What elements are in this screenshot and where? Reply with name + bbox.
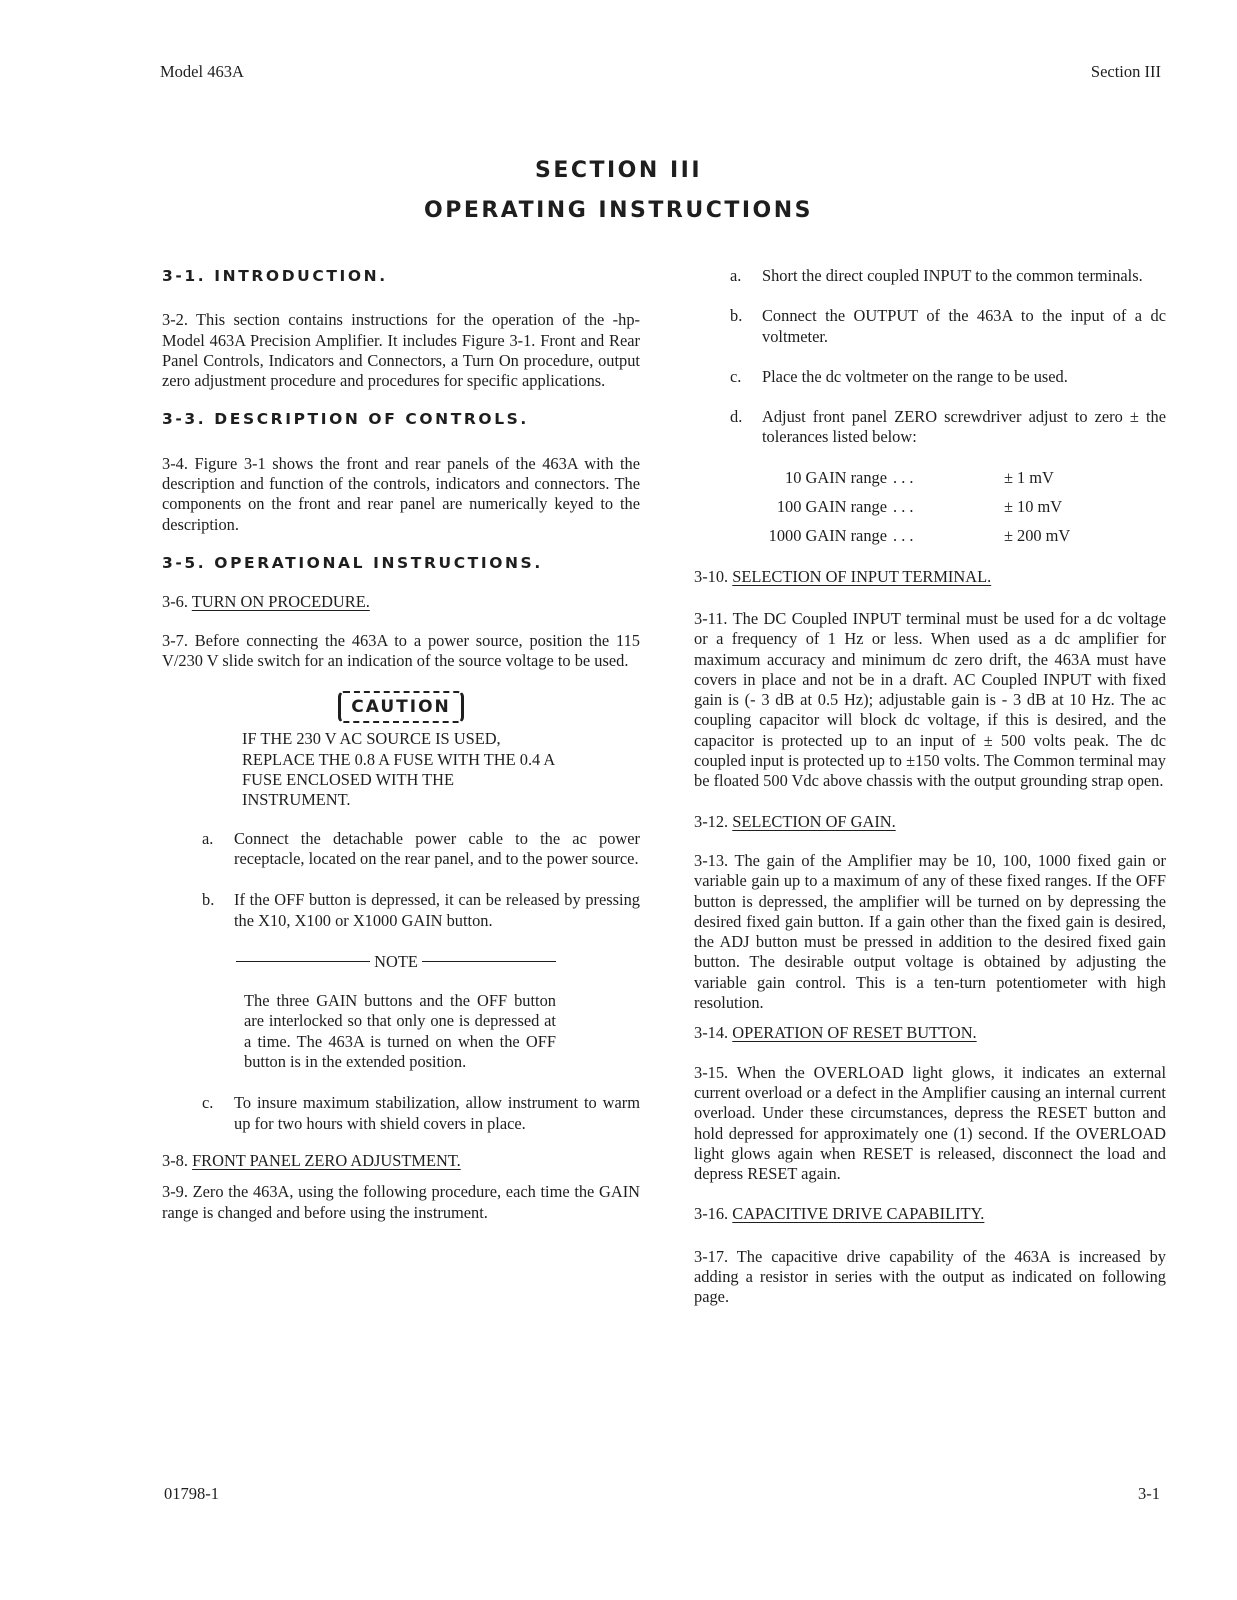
- subheading-title: OPERATION OF RESET BUTTON.: [732, 1023, 977, 1043]
- heading-introduction: 3-1. INTRODUCTION.: [162, 267, 388, 285]
- subheading-number: 3-6.: [162, 592, 188, 612]
- note-text: The three GAIN buttons and the OFF button are interlocked so that only one is depressed at a time. The 463A is turned on when the OFF button is in the extended position.: [244, 991, 556, 1072]
- tolerance-row: [694, 468, 1166, 488]
- footer-doc-number: 01798-1: [164, 1484, 219, 1503]
- right-column: [694, 266, 1166, 1308]
- subheading-title: FRONT PANEL ZERO ADJUSTMENT.: [192, 1150, 461, 1170]
- subheading-capacitive-drive: [694, 1204, 1166, 1224]
- list-item: [202, 890, 640, 931]
- paragraph-3-15: 3-15. When the OVERLOAD light glows, it indicates an external current overload or a defect in the Amplifier causing an internal current overload. Under these circumstances, depress the RESET button and hold depressed for approximately one (1) second. If the OVERLOAD light glows again when RESET is released, disconnect the load and depress RESET again.: [694, 1062, 1166, 1184]
- list-item-label: c.: [202, 1093, 214, 1113]
- subheading-number: 3-10.: [694, 566, 729, 586]
- left-column: [162, 266, 640, 1223]
- list-item: [730, 407, 1166, 448]
- subheading-number: 3-12.: [694, 811, 729, 831]
- paragraph-3-17: 3-17. The capacitive drive capability of the 463A is increased by adding a resistor in series with the output as indicated on following page.: [694, 1246, 1166, 1307]
- list-item-text: Short the direct coupled INPUT to the common terminals.: [762, 266, 1143, 285]
- list-item-label: d.: [730, 407, 743, 427]
- note-rule-right: [422, 961, 556, 962]
- heading-operational-instructions: 3-5. OPERATIONAL INSTRUCTIONS.: [162, 553, 543, 572]
- section-subtitle: OPERATING INSTRUCTIONS: [424, 198, 813, 223]
- paragraph-3-2: 3-2. This section contains instructions for the operation of the -hp- Model 463A Precision Amplifier. It includes Figure 3-1. Front and Rear Panel Controls, Indicators and Connectors, a Turn On procedure, output zero adjustment procedure and procedures for specific applications.: [162, 310, 640, 391]
- caution-banner: [162, 691, 640, 723]
- list-item-text: Adjust front panel ZERO screwdriver adjust to zero ± the tolerances listed below:: [762, 407, 1166, 447]
- list-item: [730, 266, 1166, 286]
- tolerance-value: 1 mV: [1017, 467, 1054, 487]
- tolerance-dots: . . .: [893, 467, 914, 487]
- footer-page-number: 3-1: [1138, 1484, 1160, 1503]
- tolerance-value: 10 mV: [1017, 497, 1063, 517]
- caution-label: CAUTION: [338, 691, 464, 723]
- tolerance-range: 100 GAIN range: [776, 497, 887, 517]
- tolerance-row: [694, 526, 1166, 546]
- subheading-front-panel-zero: [162, 1151, 640, 1171]
- tolerance-plus-minus: ±: [1004, 526, 1013, 546]
- list-item-text: If the OFF button is depressed, it can be released by pressing the X10, X100 or X1000 GAIN button.: [234, 890, 640, 930]
- tolerance-dots: . . .: [893, 497, 914, 517]
- list-item-text: Place the dc voltmeter on the range to be used.: [762, 366, 1068, 386]
- header-model: Model 463A: [160, 62, 244, 81]
- header-section: Section III: [1090, 62, 1161, 81]
- list-item: [202, 1093, 640, 1134]
- tolerance-row: [694, 497, 1166, 517]
- subheading-input-terminal: [694, 567, 1166, 587]
- paragraph-3-9: 3-9. Zero the 463A, using the following procedure, each time the GAIN range is changed and before using the instrument.: [162, 1182, 640, 1222]
- caution-text: IF THE 230 V AC SOURCE IS USED, REPLACE THE 0.8 A FUSE WITH THE 0.4 A FUSE ENCLOSED WITH THE INSTRUMENT.: [242, 729, 555, 810]
- paragraph-3-13: 3-13. The gain of the Amplifier may be 10, 100, 1000 fixed gain or variable gain up to a maximum of any of these fixed ranges. If the OFF button is depressed, the amplifier will be turned on by depressing the desired fixed gain button. If a gain other than the fixed gain is desired, the ADJ button must be pressed in addition to the desired fixed gain button. The desirable output voltage is obtained by adjusting the variable gain control. This is a ten-turn potentiometer with high resolution.: [694, 850, 1166, 1013]
- tolerance-plus-minus: ±: [1004, 467, 1013, 487]
- subheading-title: CAPACITIVE DRIVE CAPABILITY.: [732, 1204, 985, 1224]
- tolerance-value: 200 mV: [1017, 526, 1071, 546]
- subheading-number: 3-16.: [694, 1204, 729, 1224]
- subheading-title: SELECTION OF GAIN.: [732, 811, 896, 831]
- subheading-number: 3-8.: [162, 1150, 188, 1170]
- tolerance-range: 1000 GAIN range: [768, 526, 887, 546]
- subheading-turn-on: [162, 592, 640, 612]
- paragraph-3-4: 3-4. Figure 3-1 shows the front and rear panels of the 463A with the description and function of the controls, indicators and connectors. The components on the front and rear panel are numerically keyed to the description.: [162, 453, 640, 534]
- subheading-reset-button: [694, 1023, 1166, 1043]
- list-item: [730, 367, 1166, 387]
- list-item-text: Connect the detachable power cable to the ac power receptacle, located on the rear panel, and to the power source.: [234, 828, 640, 868]
- paragraph-3-11: 3-11. The DC Coupled INPUT terminal must be used for a dc voltage or a frequency of 1 Hz or less. When used as a dc amplifier for maximum accuracy and minimum dc zero drift, the 463A must have covers in place and not be in a draft. AC Coupled INPUT with fixed gain is (- 3 dB at 0.5 Hz); adjustable gain is - 3 dB at 10 Hz. The ac coupling capacitor will block dc voltage, if this is desired, and the capacitor is protected up to an input of ± 500 volts peak. The dc coupled input is protected up to ±150 volts. The Common terminal may be floated 500 Vdc above chassis with the output grounding strap open.: [694, 608, 1166, 791]
- list-item-text: Connect the OUTPUT of the 463A to the input of a dc voltmeter.: [762, 306, 1166, 346]
- subheading-title: TURN ON PROCEDURE.: [191, 592, 370, 612]
- subheading-selection-of-gain: [694, 812, 1166, 832]
- subheading-number: 3-14.: [694, 1023, 729, 1043]
- list-item: [730, 306, 1166, 347]
- tolerance-dots: . . .: [893, 526, 914, 546]
- list-item-label: b.: [202, 890, 215, 910]
- tolerance-range: 10 GAIN range: [785, 467, 887, 487]
- list-item-label: a.: [730, 266, 742, 285]
- note-label: NOTE: [374, 951, 418, 971]
- list-item-label: a.: [202, 828, 214, 848]
- section-title: SECTION III: [534, 158, 703, 183]
- tolerance-plus-minus: ±: [1004, 497, 1013, 517]
- list-item-text: To insure maximum stabilization, allow instrument to warm up for two hours with shield covers in place.: [234, 1093, 640, 1133]
- list-item-label: b.: [730, 306, 743, 326]
- subheading-title: SELECTION OF INPUT TERMINAL.: [732, 566, 992, 586]
- note-divider: [236, 952, 556, 972]
- note-rule-left: [236, 961, 370, 962]
- heading-description-of-controls: 3-3. DESCRIPTION OF CONTROLS.: [162, 410, 529, 429]
- paragraph-3-7: 3-7. Before connecting the 463A to a power source, position the 115 V/230 V slide switch for an indication of the source voltage to be used.: [162, 630, 640, 670]
- list-item-label: c.: [730, 366, 742, 386]
- list-item: [202, 829, 640, 870]
